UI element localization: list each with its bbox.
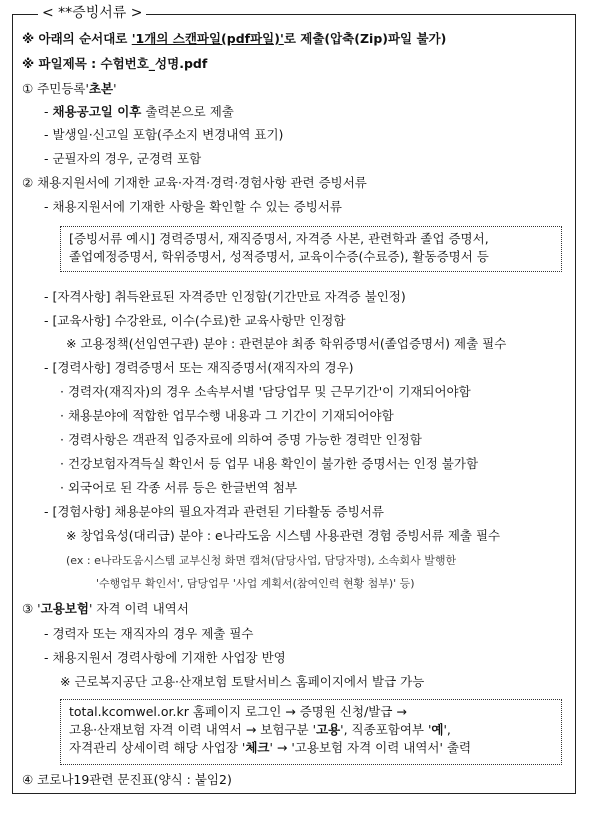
career-item: - [경력사항] 경력증명서 또는 재직증명서(재직자의 경우)	[44, 360, 354, 375]
section-1-heading	[22, 80, 117, 98]
insurance-guide-line-2	[69, 721, 553, 739]
insurance-guide-line-3-c: ' → '고용보험 자격 이력 내역서' 출력	[269, 740, 472, 755]
note-file-format-suffix: 로 제출(압축(Zip)파일 불가)	[283, 31, 447, 46]
insurance-guide-line-2-a: 고용·산재보험 자격 이력 내역서 → 보험구분 '	[69, 722, 316, 737]
career-detail-1: · 경력자(재직자)의 경우 소속부서별 '담당업무 및 근무기간'이 기재되어야함	[60, 384, 471, 399]
section-1-heading-prefix: ① 주민등록'	[22, 81, 89, 96]
section-4-heading: ④ 코로나19관련 문진표(양식 : 붙임2)	[22, 772, 232, 787]
experience-note: ※ 창업육성(대리급) 분야 : e나라도움 시스템 사용관련 경험 증빙서류 제출 필수	[66, 528, 501, 543]
section-1-item-1-suffix: 출력본으로 제출	[141, 104, 234, 119]
experience-example-2: '수행업무 확인서', 담당업무 '사업 계획서(참여인력 현황 첨부)' 등)	[96, 577, 415, 590]
career-detail-4: · 건강보험자격득실 확인서 등 업무 내용 확인이 불가한 증명서는 인정 불가함	[60, 456, 479, 471]
insurance-guide-line-3	[69, 739, 553, 757]
insurance-guide-line-3-a: 자격관리 상세이력 해당 사업장 '	[69, 740, 246, 755]
experience-item: - [경험사항] 채용분야의 필요자격과 관련된 기타활동 증빙서류	[44, 504, 384, 519]
section-1-heading-suffix: '	[113, 81, 117, 96]
section-1-item-1-prefix: -	[44, 104, 53, 119]
section-1-item-1-emphasis: 채용공고일 이후	[52, 104, 142, 119]
insurance-guide-box	[60, 699, 562, 765]
note-file-format-emphasis: '1개의 스캔파일(pdf파일)'	[131, 31, 284, 46]
career-detail-5: · 외국어로 된 각종 서류 등은 한글번역 첨부	[60, 480, 298, 495]
education-note: ※ 고용정책(선임연구관) 분야 : 관련분야 최종 학위증명서(졸업증명서) 제출 필수	[66, 336, 507, 351]
section-3-heading-emphasis: 고용보험	[40, 601, 89, 616]
section-2-sub: - 채용지원서에 기재한 사항을 확인할 수 있는 증빙서류	[44, 199, 342, 214]
qualification-item: - [자격사항] 취득완료된 자격증만 인정함(기간만료 자격증 불인정)	[44, 289, 406, 304]
section-3-heading-prefix: ③ '	[22, 601, 41, 616]
section-3-heading-suffix: ' 자격 이력 내역서	[88, 601, 189, 616]
section-3-heading	[22, 600, 189, 618]
career-detail-2: · 채용분야에 적합한 업무수행 내용과 그 기간이 기재되어야함	[60, 408, 394, 423]
insurance-guide-line-3-b: 체크	[245, 740, 270, 755]
section-1-item-3: - 군필자의 경우, 군경력 포함	[44, 151, 202, 166]
insurance-guide-line-2-e: ',	[443, 722, 451, 737]
insurance-guide-line-2-c: ', 직종포함여부 '	[340, 722, 432, 737]
section-1-heading-emphasis: 초본	[88, 81, 114, 96]
education-item: - [교육사항] 수강완료, 이수(수료)한 교육사항만 인정함	[44, 313, 346, 328]
insurance-guide-line-1: total.kcomwel.or.kr 홈페이지 로그인 → 증명원 신청/발급 →	[69, 704, 407, 719]
section-2-heading: ② 채용지원서에 기재한 교육·자격·경력·경험사항 관련 증빙서류	[22, 175, 367, 190]
evidence-example-box	[60, 226, 562, 272]
career-detail-3: · 경력사항은 객관적 입증자료에 의하여 증명 가능한 경력만 인정함	[60, 432, 422, 447]
section-3-item-2: - 채용지원서 경력사항에 기재한 사업장 반영	[44, 650, 286, 665]
section-3-note: ※ 근로복지공단 고용·산재보험 토탈서비스 홈페이지에서 발급 가능	[60, 674, 425, 689]
section-title: < **증빙서류 >	[38, 4, 146, 22]
experience-example-1: (ex : e나라도움시스템 교부신청 화면 캡쳐(담당사업, 담당자명), 소속회사 발행한	[66, 554, 457, 567]
insurance-guide-line-2-b: 고용	[316, 722, 341, 737]
insurance-guide-line-2-d: 예	[431, 722, 444, 737]
section-3-item-1: - 경력자 또는 재직자의 경우 제출 필수	[44, 626, 254, 641]
evidence-example-line-1: [증빙서류 예시] 경력증명서, 재직증명서, 자격증 사본, 관련학과 졸업 증명서,	[69, 231, 489, 246]
note-file-format-prefix: ※ 아래의 순서대로	[22, 31, 132, 46]
evidence-example-line-2: 졸업예정증명서, 학위증명서, 성적증명서, 교육이수증(수료증), 활동증명서 등	[69, 249, 489, 264]
note-file-name: ※ 파일제목 : 수험번호_성명.pdf	[22, 56, 208, 71]
section-1-item-1	[44, 103, 234, 121]
note-file-format	[22, 30, 446, 48]
section-1-item-2: - 발생일·신고일 포함(주소지 변경내역 표기)	[44, 127, 284, 142]
